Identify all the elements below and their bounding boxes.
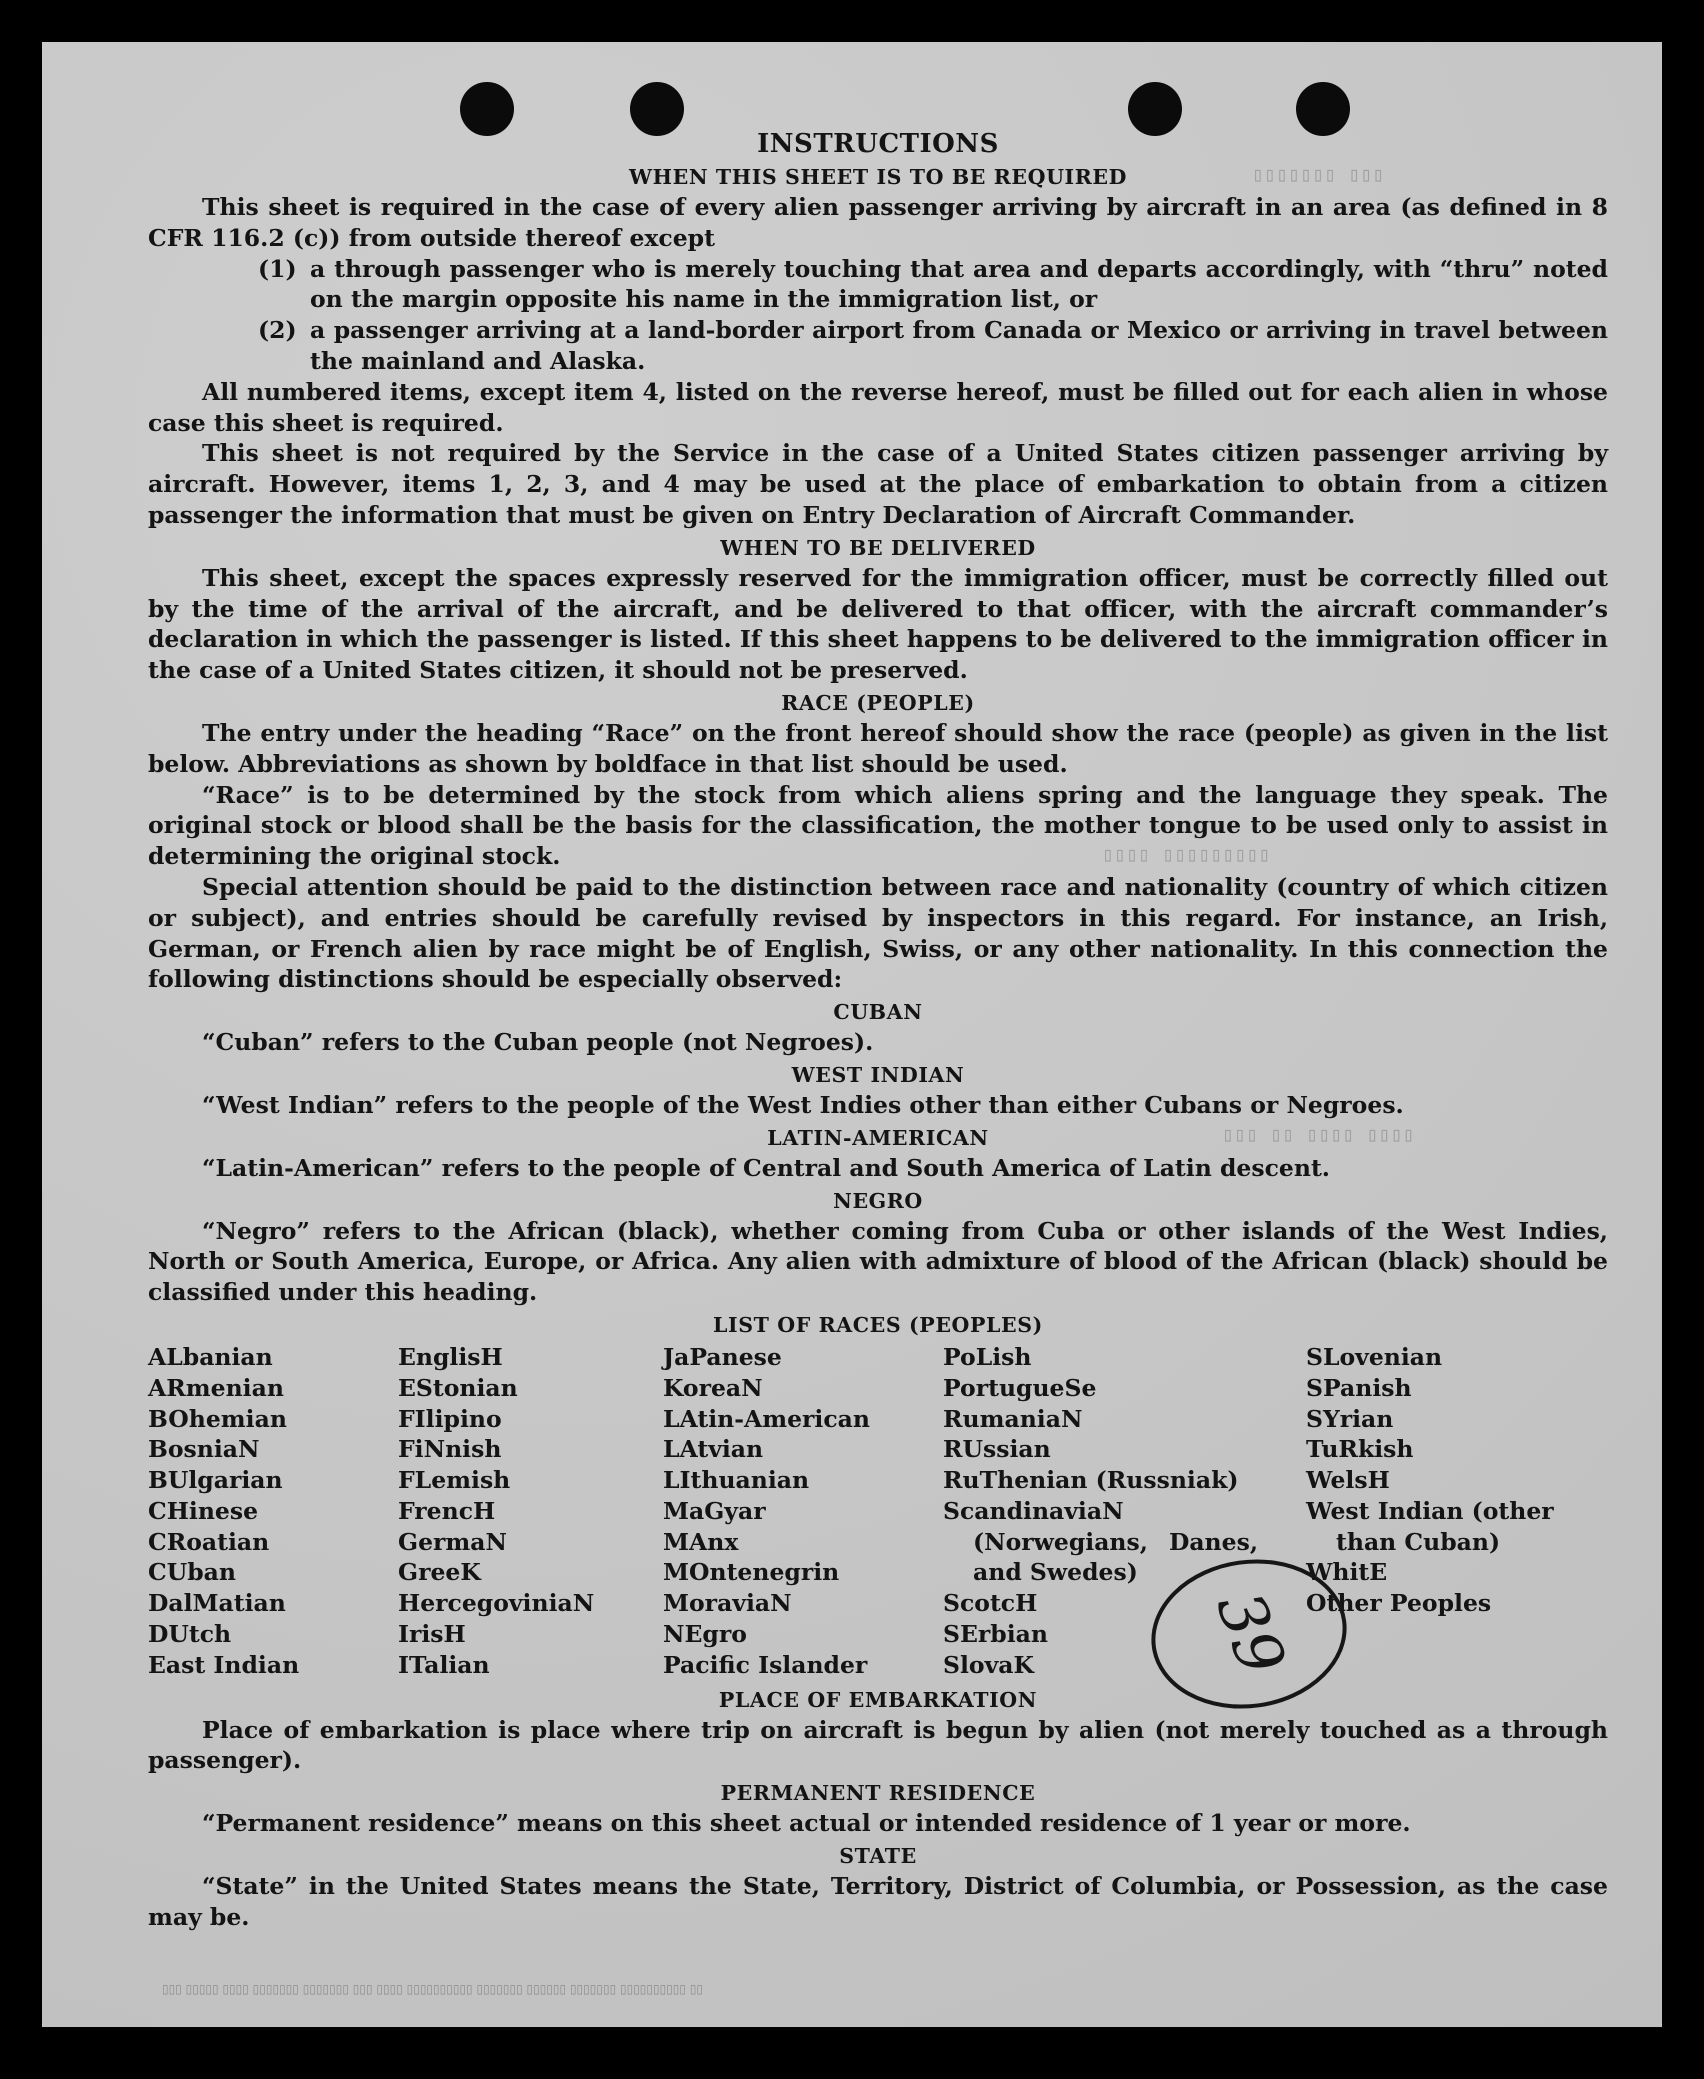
section-heading: WEST INDIAN bbox=[791, 1062, 965, 1087]
race-entry: SErbian bbox=[943, 1620, 1048, 1649]
section-heading: PERMANENT RESIDENCE bbox=[720, 1781, 1036, 1806]
race-entry: FLemish bbox=[398, 1466, 511, 1495]
paragraph: “Permanent residence” means on this sheet actual or intended residence of 1 year or more. bbox=[202, 1809, 1411, 1838]
race-entry: CUban bbox=[148, 1558, 236, 1587]
race-entry: SlovaK bbox=[943, 1650, 1034, 1679]
instructions-content bbox=[148, 122, 1608, 1933]
race-entry: MAnx bbox=[663, 1527, 739, 1556]
paragraph: “Race” is to be determined by the stock from which aliens spring and the language they speak. The original stock or blood shall be the basis for the classification, the mother tongue to be used only to assist in determining the original stock. bbox=[148, 780, 1608, 871]
paragraph: “Negro” refers to the African (black), whether coming from Cuba or other islands of the West Indies, North or South America, Europe, or Africa. Any alien with admixture of blood of the African (black) should be classified under this heading. bbox=[148, 1216, 1608, 1307]
paragraph: “State” in the United States means the State, Territory, District of Columbia, or Possession, as the case may be. bbox=[148, 1872, 1608, 1931]
race-entry: WhitE bbox=[1306, 1558, 1388, 1587]
race-entry: Other Peoples bbox=[1306, 1589, 1492, 1618]
race-entry: GreeK bbox=[398, 1558, 481, 1587]
paragraph: Place of embarkation is place where trip on aircraft is begun by alien (not merely touched as a through passenger). bbox=[148, 1715, 1608, 1775]
race-entry: RUssian bbox=[943, 1435, 1051, 1464]
section-heading: STATE bbox=[839, 1844, 917, 1869]
section-heading: WHEN TO BE DELIVERED bbox=[720, 535, 1036, 560]
document-sheet bbox=[42, 42, 1662, 2027]
page-title: INSTRUCTIONS bbox=[757, 129, 999, 159]
race-entry: CHinese bbox=[148, 1496, 259, 1525]
race-entry: BosniaN bbox=[148, 1435, 260, 1464]
paragraph: Special attention should be paid to the distinction between race and nationality (country of which citizen or subject), and entries should be carefully revised by inspectors in this regard. For instance, an Irish, German, or French alien by race might be of English, Swiss, or any other nationality. In this connection the following distinctions should be especially observed: bbox=[148, 872, 1608, 994]
race-entry: ScotcH bbox=[943, 1589, 1038, 1618]
item-number: (1) bbox=[258, 254, 297, 283]
bleed-through-texture: ▯▯▯ ▯▯▯▯▯ ▯▯▯▯ ▯▯▯▯▯▯▯ ▯▯▯▯▯▯▯ ▯▯▯ ▯▯▯▯ ▯▯▯▯▯▯▯▯▯▯ ▯▯▯▯▯▯▯ ▯▯▯▯▯▯ ▯▯▯▯▯▯▯ ▯▯▯▯▯▯▯▯▯▯ ▯▯ bbox=[162, 1982, 704, 1996]
race-entry: MOntenegrin bbox=[663, 1558, 840, 1587]
race-entry: Pacific Islander bbox=[663, 1650, 868, 1679]
race-entry: LIthuanian bbox=[663, 1466, 810, 1495]
item-text: a passenger arriving at a land-border airport from Canada or Mexico or arriving in travel between the mainland and Alaska. bbox=[310, 316, 1608, 375]
race-entry: SPanish bbox=[1306, 1373, 1412, 1402]
race-entry: BUlgarian bbox=[148, 1466, 283, 1495]
race-entry: ARmenian bbox=[148, 1373, 284, 1402]
handwritten-circled-number bbox=[1146, 1554, 1352, 1714]
paragraph: The entry under the heading “Race” on the front hereof should show the race (people) as given in the list below. Abbreviations as shown by boldface in that list should be used. bbox=[148, 718, 1608, 778]
race-entry: NEgro bbox=[663, 1620, 747, 1649]
section-heading: RACE (PEOPLE) bbox=[781, 690, 975, 715]
section-heading: PLACE OF EMBARKATION bbox=[718, 1687, 1038, 1712]
race-entry: RuThenian (Russniak) bbox=[943, 1466, 1239, 1495]
race-entry: JaPanese bbox=[663, 1342, 782, 1371]
race-column bbox=[398, 1342, 663, 1681]
race-entry: DUtch bbox=[148, 1620, 232, 1649]
section-heading: CUBAN bbox=[833, 1000, 923, 1025]
race-entry: West Indian (other than Cuban) bbox=[1306, 1496, 1554, 1556]
race-entry: MoraviaN bbox=[663, 1589, 792, 1618]
race-entry: EStonian bbox=[398, 1373, 518, 1402]
race-entry: ITalian bbox=[398, 1650, 490, 1679]
bleed-through-texture: ▯▯▯▯▯▯▯ ▯▯▯ bbox=[1252, 162, 1385, 186]
section-heading: LIST OF RACES (PEOPLES) bbox=[713, 1312, 1043, 1337]
race-column bbox=[663, 1342, 943, 1681]
bleed-through-texture: ▯▯▯▯ ▯▯▯▯▯▯▯▯▯ bbox=[1102, 842, 1271, 866]
paragraph: This sheet is required in the case of every alien passenger arriving by aircraft in an area (as defined in 8 CFR 116.2 (c)) from outside thereof except bbox=[148, 193, 1608, 252]
race-entry: LAtvian bbox=[663, 1435, 764, 1464]
race-entry: FrencH bbox=[398, 1496, 496, 1525]
race-entry: RumaniaN bbox=[943, 1404, 1083, 1433]
race-entry: SLovenian bbox=[1306, 1342, 1443, 1371]
race-entry: FiNnish bbox=[398, 1435, 502, 1464]
race-entry: BOhemian bbox=[148, 1404, 287, 1433]
bleed-through-texture: ▯▯▯ ▯▯ ▯▯▯▯ ▯▯▯▯ bbox=[1222, 1122, 1415, 1146]
race-entry: PoLish bbox=[943, 1342, 1032, 1371]
section-heading: WHEN THIS SHEET IS TO BE REQUIRED bbox=[629, 165, 1127, 189]
paragraph: “West Indian” refers to the people of the West Indies other than either Cubans or Negroes. bbox=[202, 1090, 1404, 1119]
race-entry: ScandinaviaN (Norwegians, Danes, and Swedes) bbox=[943, 1496, 1258, 1587]
race-entry: LAtin-American bbox=[663, 1404, 870, 1433]
race-entry: FIlipino bbox=[398, 1404, 502, 1433]
paragraph: This sheet is not required by the Service in the case of a United States citizen passenger arriving by aircraft. However, items 1, 2, 3, and 4 may be used at the place of embarkation to obtain from a citizen passenger the information that must be given on Entry Declaration of Aircraft Commander. bbox=[148, 439, 1608, 529]
race-entry: WelsH bbox=[1306, 1466, 1390, 1495]
race-entry: DalMatian bbox=[148, 1589, 286, 1618]
race-list bbox=[148, 1342, 1608, 1681]
race-entry: SYrian bbox=[1306, 1404, 1394, 1433]
race-entry: IrisH bbox=[398, 1620, 466, 1649]
race-entry: KoreaN bbox=[663, 1373, 763, 1402]
paragraph: “Latin-American” refers to the people of Central and South America of Latin descent. bbox=[202, 1153, 1330, 1182]
item-text: a through passenger who is merely touching that area and departs accordingly, with “thru” noted on the margin opposite his name in the immigration list, or bbox=[310, 254, 1608, 314]
race-column bbox=[148, 1342, 398, 1681]
race-entry: HercegoviniaN bbox=[398, 1589, 595, 1618]
list-item bbox=[148, 254, 1608, 316]
race-entry: GermaN bbox=[398, 1527, 507, 1556]
item-number: (2) bbox=[258, 316, 297, 345]
race-entry: PortugueSe bbox=[943, 1373, 1097, 1402]
stamp-number: 39 bbox=[1201, 1582, 1299, 1685]
race-entry: CRoatian bbox=[148, 1527, 270, 1556]
section-heading: LATIN-AMERICAN bbox=[767, 1125, 989, 1150]
race-entry: MaGyar bbox=[663, 1496, 766, 1525]
race-entry: TuRkish bbox=[1306, 1435, 1414, 1464]
race-entry: ALbanian bbox=[148, 1342, 273, 1371]
paragraph: “Cuban” refers to the Cuban people (not Negroes). bbox=[202, 1028, 874, 1057]
paragraph: All numbered items, except item 4, listed on the reverse hereof, must be filled out for each alien in whose case this sheet is required. bbox=[148, 377, 1608, 437]
section-heading: NEGRO bbox=[833, 1188, 923, 1213]
paragraph: This sheet, except the spaces expressly reserved for the immigration officer, must be correctly filled out by the time of the arrival of the aircraft, and be delivered to that officer, with the aircraft commander’s declaration in which the passenger is listed. If this sheet happens to be delivered to the immigration officer in the case of a United States citizen, it should not be preserved. bbox=[148, 563, 1608, 685]
list-item bbox=[148, 315, 1608, 377]
race-entry: East Indian bbox=[148, 1650, 300, 1679]
race-entry: EnglisH bbox=[398, 1342, 503, 1371]
